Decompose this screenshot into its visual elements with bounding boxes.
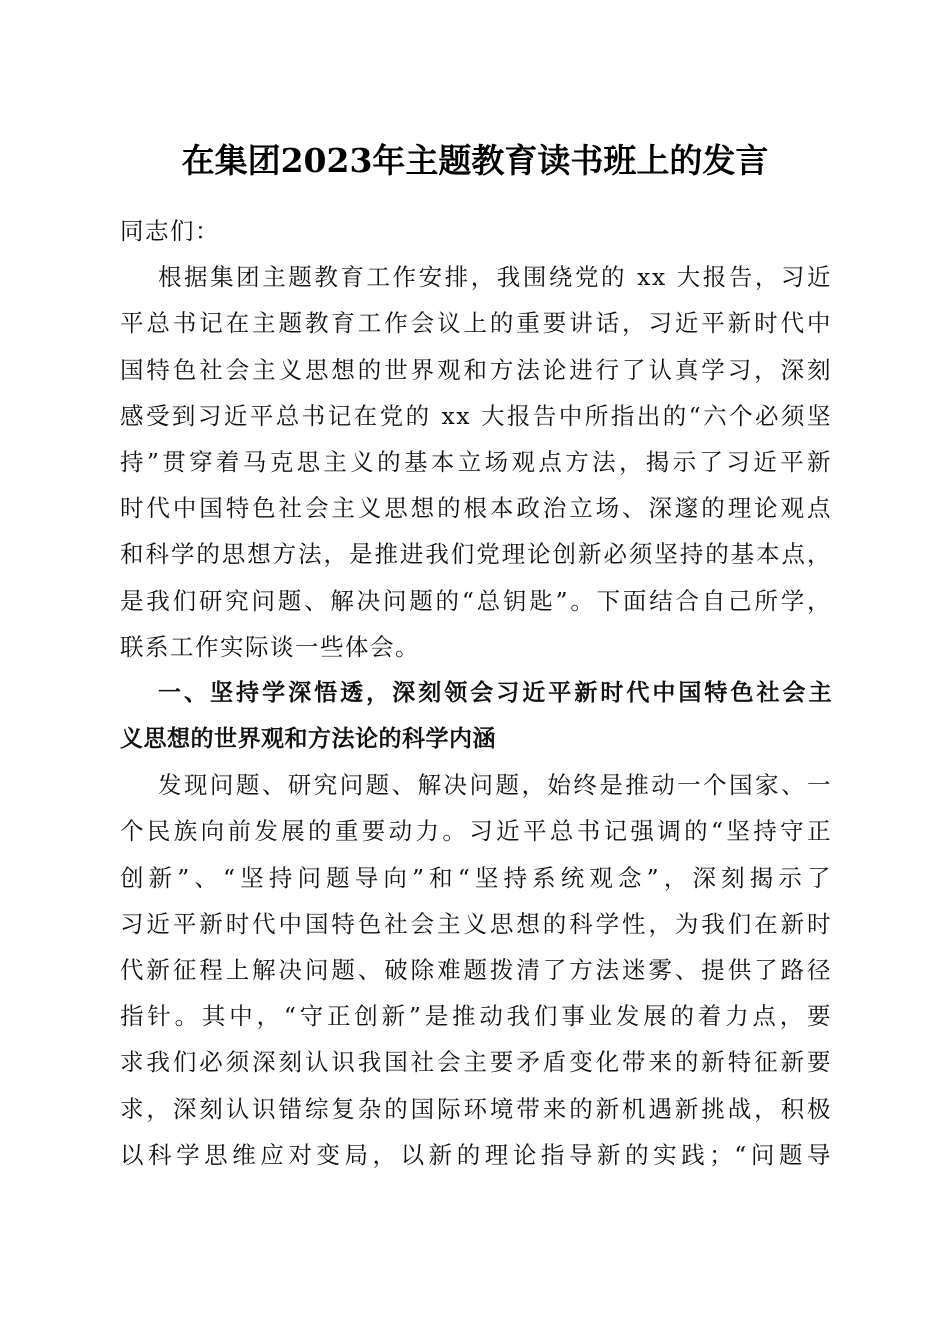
text-line: 时代中国特色社会主义思想的根本政治立场、深邃的理论观点 bbox=[120, 494, 832, 523]
heading-line: 义思想的世界观和方法论的科学内涵 bbox=[120, 726, 496, 753]
text-line: 代新征程上解决问题、破除难题拨清了方法迷雾、提供了路径 bbox=[120, 956, 832, 984]
text-line: 国特色社会主义思想的世界观和方法论进行了认真学习，深刻 bbox=[120, 355, 832, 384]
text-line: 和科学的思想方法，是推进我们党理论创新必须坚持的基本点， bbox=[120, 540, 832, 569]
text-line: 持”贯穿着马克思主义的基本立场观点方法，揭示了习近平新 bbox=[120, 447, 832, 476]
text-line: 发现问题、研究问题、解决问题，始终是推动一个国家、一 bbox=[158, 771, 832, 800]
text-line: 根据集团主题教育工作安排，我围绕党的 xx 大报告，习近 bbox=[158, 263, 832, 292]
heading-line: 一、坚持学深悟透，深刻领会习近平新时代中国特色社会主 bbox=[158, 679, 832, 706]
text-line: 求我们必须深刻认识我国社会主要矛盾变化带来的新特征新要 bbox=[120, 1048, 832, 1077]
text-line: 习近平新时代中国特色社会主义思想的科学性，为我们在新时 bbox=[120, 909, 832, 938]
text-line: 以科学思维应对变局，以新的理论指导新的实践；“问题导 bbox=[120, 1140, 832, 1169]
text-line: 求，深刻认识错综复杂的国际环境带来的新机遇新挑战，积极 bbox=[120, 1094, 832, 1123]
document-title: 在集团2023年主题教育读书班上的发言 bbox=[181, 141, 769, 180]
text-line: 是我们研究问题、解决问题的“总钥匙”。下面结合自己所学， bbox=[120, 586, 832, 615]
paragraph-section-one bbox=[120, 762, 832, 1178]
salutation: 同志们： bbox=[120, 217, 220, 245]
text-line: 感受到习近平总书记在党的 xx 大报告中所指出的“六个必须坚 bbox=[120, 401, 832, 430]
text-line: 平总书记在主题教育工作会议上的重要讲话，习近平新时代中 bbox=[120, 309, 832, 338]
document-body bbox=[120, 208, 832, 1178]
paragraph-intro bbox=[120, 254, 832, 670]
text-line: 创新”、“坚持问题导向”和“坚持系统观念”，深刻揭示了 bbox=[120, 863, 832, 892]
section-heading bbox=[120, 670, 832, 762]
text-line: 个民族向前发展的重要动力。习近平总书记强调的“坚持守正 bbox=[120, 817, 832, 846]
text-line: 指针。其中，“守正创新”是推动我们事业发展的着力点，要 bbox=[120, 1002, 832, 1031]
text-line: 联系工作实际谈一些体会。 bbox=[120, 632, 420, 661]
